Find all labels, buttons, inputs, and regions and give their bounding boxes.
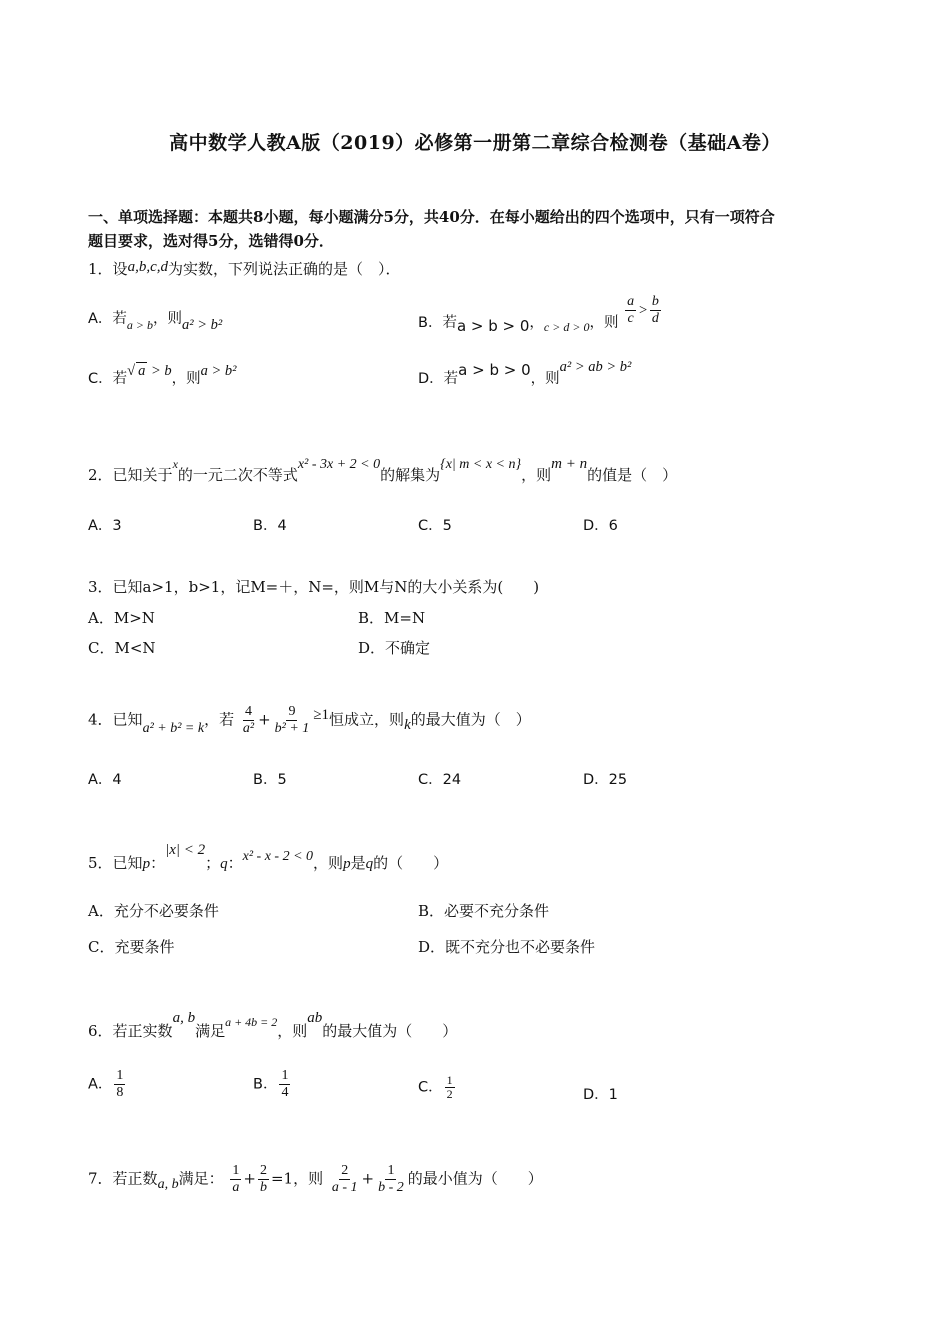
question-3-option-a: A．M>N — [88, 609, 155, 627]
question-number: 6． — [88, 1022, 113, 1040]
question-number: 1． — [88, 260, 113, 278]
question-4-option-b: B．5 — [253, 772, 287, 788]
fraction: $\frac{2}{a - 1}$ — [331, 1163, 358, 1195]
fraction: $\frac{1}{b - 2}$ — [378, 1163, 404, 1195]
fraction: $\frac{1}{2}$ — [446, 1073, 453, 1101]
question-1-option-a: A．若$_{a > b}$，则a² > b² — [88, 311, 223, 333]
question-5-option-b: B．必要不充分条件 — [418, 902, 550, 920]
question-2-option-d: D．6 — [583, 518, 618, 534]
question-number: 2． — [88, 466, 113, 484]
question-6-stem: 6．若正实数a, b满足$_{a + 4b = 2}$，则ab的最大值为（ ） — [88, 1010, 458, 1040]
section-heading — [88, 205, 775, 253]
question-3-stem: 3．已知a>1，b>1，记M=＋，N=，则M与N的大小关系为( ) — [88, 578, 540, 596]
question-2-stem: 2．已知关于x的一元二次不等式x² - 3x + 2 < 0的解集为{x| m < x < n}，则m + n的值是（ ） — [88, 456, 678, 484]
question-2-option-a: A．3 — [88, 518, 122, 534]
question-5-stem: 5．已知p：|x| < 2；q：x² - x - 2 < 0，则p是q的（ ） — [88, 842, 449, 872]
question-number: 5． — [88, 854, 113, 872]
question-4-option-c: C．24 — [418, 772, 462, 788]
question-6-option-d: D．1 — [583, 1087, 618, 1103]
question-number: 4． — [88, 710, 113, 729]
question-4-stem: 4．已知a² + b² = k，若 $\frac{4}{\text{a²}}$ + $\frac{9}{\text{b² + 1}}$ ≥1恒成立，则k的最大值为（ ） — [88, 704, 531, 736]
question-1-option-b: B．若a > b > 0，$_{c > d > 0}$，则 $\frac{a}{c}$ > $\frac{b}{d}$ — [418, 294, 659, 335]
question-3-option-c: C．M<N — [88, 639, 156, 657]
question-3-option-d: D．不确定 — [358, 639, 431, 657]
question-3-option-b: B．M=N — [358, 609, 426, 627]
fraction: $\frac{2}{b}$ — [259, 1163, 267, 1195]
question-4-option-a: A．4 — [88, 772, 122, 788]
question-4-option-d: D．25 — [583, 772, 628, 788]
question-number: 3． — [88, 578, 113, 596]
question-1-option-c: C．若√ a > b，则a > b² — [88, 363, 237, 387]
section-heading-line2: 题目要求，选对得5分，选错得0分． — [88, 232, 334, 250]
fraction: $\frac{1}{4}$ — [281, 1068, 289, 1100]
fraction: $\frac{1}{a}$ — [232, 1163, 240, 1195]
fraction: $\frac{a}{c}$ — [627, 294, 635, 326]
question-2-option-b: B．4 — [253, 518, 287, 534]
question-5-option-c: C．充要条件 — [88, 938, 175, 956]
sqrt-expression: √ a > b — [127, 363, 172, 379]
question-2-option-c: C．5 — [418, 518, 452, 534]
question-7-stem: 7．若正数a, b满足： $\frac{1}{a}$ + $\frac{2}{b}$ =1，则 $\frac{2}{a - 1}$ + $\frac{1}{b - 2}$ 的最小值为（ ） — [88, 1163, 543, 1195]
fraction: $\frac{9}{\text{b² + 1}}$ — [274, 704, 310, 736]
section-heading-line1: 一、单项选择题：本题共8小题，每小题满分5分，共40分．在每小题给出的四个选项中，只有一项符合 — [88, 208, 775, 226]
fraction: $\frac{1}{8}$ — [116, 1068, 124, 1100]
math-expression: a,b,c,d — [127, 259, 168, 275]
question-6-option-a: A． $\frac{1}{8}$ — [88, 1068, 124, 1100]
fraction: $\frac{4}{\text{a²}}$ — [242, 704, 255, 736]
question-6-option-c: C． $\frac{1}{2}$ — [418, 1073, 453, 1101]
page-title: 高中数学人教A版（2019）必修第一册第二章综合检测卷（基础A卷） — [169, 132, 781, 154]
fraction: $\frac{b}{d}$ — [651, 294, 659, 326]
question-5-option-a: A．充分不必要条件 — [88, 902, 219, 920]
question-5-option-d: D．既不充分也不必要条件 — [418, 938, 596, 956]
question-1-stem: 1．设a,b,c,d为实数，下列说法正确的是（ ）． — [88, 259, 401, 278]
question-6-option-b: B． $\frac{1}{4}$ — [253, 1068, 289, 1100]
question-number: 7． — [88, 1169, 113, 1188]
question-1-option-d: D．若a > b > 0，则a² > ab > b² — [418, 359, 632, 387]
